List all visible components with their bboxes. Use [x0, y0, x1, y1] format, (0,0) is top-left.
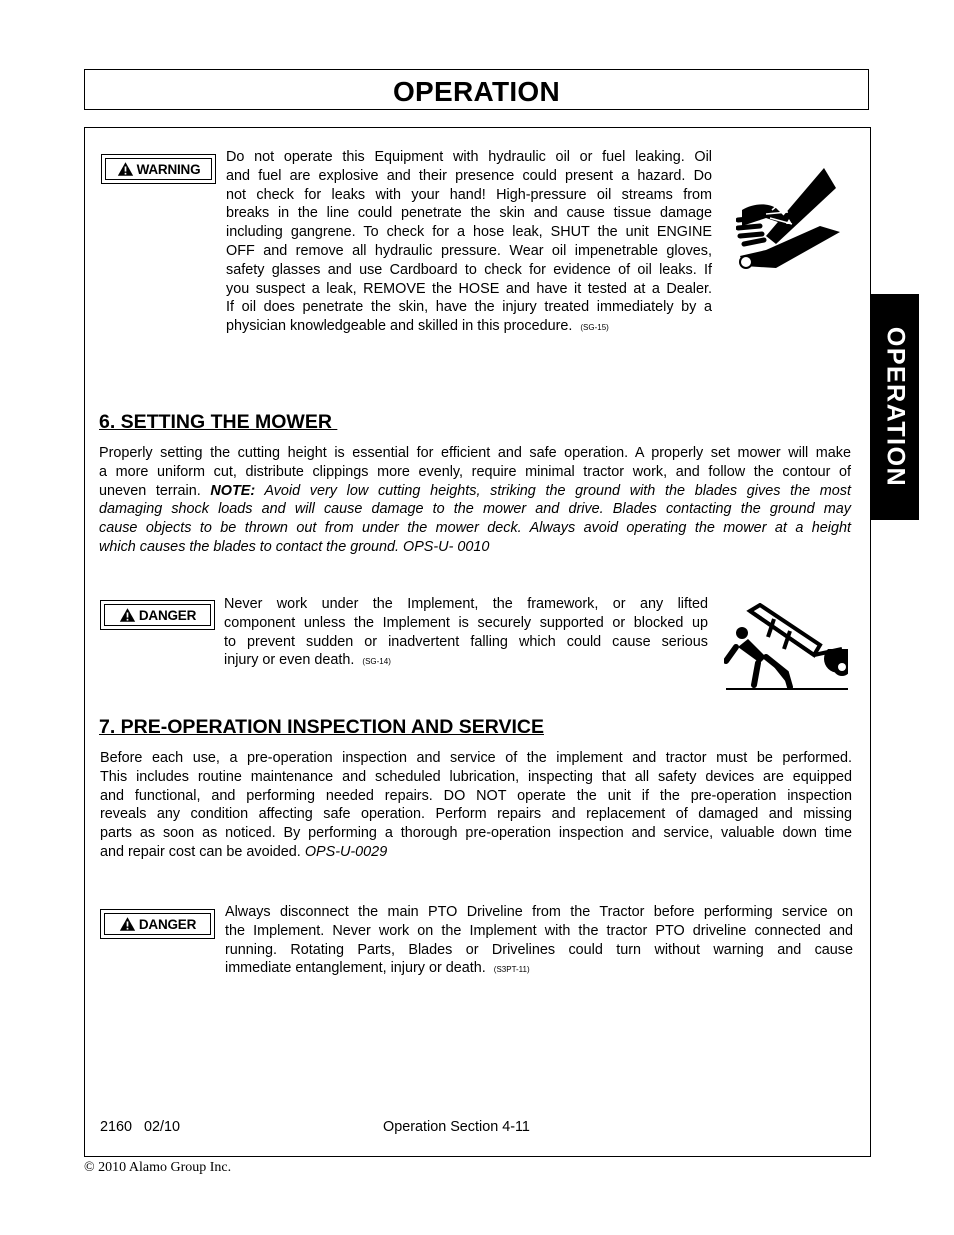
- danger-badge-label: DANGER: [138, 607, 197, 623]
- danger-badge-2: [100, 909, 215, 939]
- footer-section: Operation Section 4-11: [383, 1119, 530, 1135]
- warning-triangle-icon: [119, 607, 136, 623]
- section-side-tab: [870, 294, 919, 520]
- danger-1-text: Never work under the Implement, the framework, or any lifted component unless the Implement is securely supported or blocked up to prevent sudden or inadvertent falling which could cause serious injury or even death. (SG-14): [224, 596, 708, 669]
- side-tab-label: OPERATION: [881, 326, 909, 488]
- warning-badge-label: WARNING: [136, 161, 201, 177]
- section-6-heading: 6. SETTING THE MOWER: [99, 411, 338, 433]
- page-title: OPERATION: [392, 76, 561, 107]
- danger-badge-1: [100, 600, 215, 630]
- danger-badge-label: DANGER: [138, 916, 197, 932]
- warning-ref: (SG-15): [580, 323, 609, 333]
- hydraulic-leak-hand-illustration: [736, 166, 844, 274]
- danger-2-text: Always disconnect the main PTO Driveline from the Tractor before performing service on the Implement. Never work on the Implement with the tractor PTO driveline connected and running. Rotating Parts, Blades or Drivelines could turn without warning and cause immediate entanglement, injury or death. (S3PT-11): [225, 904, 853, 977]
- crushing-hazard-illustration: [724, 603, 848, 693]
- section-7-text: Before each use, a pre-operation inspection and service of the implement and tractor must be performed. This includes routine maintenance and scheduled lubrication, inspecting that all safety devices are equipped and functional, and performing needed repairs. DO NOT operate the unit if the pre-operation inspection reveals any condition affecting safe operation. Perform repairs and replacement of damaged and missing parts as soon as noticed. By performing a thorough pre-operation inspection and service, valuable down time and repair cost can be avoided. OPS-U-0029: [100, 750, 852, 860]
- warning-badge: [101, 154, 216, 184]
- section-7-heading: 7. PRE-OPERATION INSPECTION AND SERVICE: [99, 716, 544, 738]
- danger-2-ref: (S3PT-11): [493, 965, 530, 975]
- page-header: [84, 69, 869, 110]
- footer-model-date: 2160 02/10: [100, 1119, 181, 1135]
- warning-triangle-icon: [117, 161, 134, 177]
- copyright: © 2010 Alamo Group Inc.: [84, 1160, 232, 1175]
- note-label: NOTE:: [210, 482, 256, 499]
- danger-1-ref: (SG-14): [362, 657, 391, 667]
- warning-text: Do not operate this Equipment with hydraulic oil or fuel leaking. Oil and fuel are explosive and their presence could present a hazard. Do not check for leaks with your hand! High-pressure oil streams from breaks in the line could penetrate the skin and cause tissue damage including gangrene. To check for a hose leak, SHUT the unit ENGINE OFF and remove all hydraulic pressure. Wear oil impenetrable gloves, safety glasses and use Cardboard to check for evidence of oil leaks. If you suspect a leak, REMOVE the HOSE and have it tested at a Dealer. If oil does penetrate the skin, have the injury treated immediately by a physician knowledgeable and skilled in this procedure. (SG-15): [226, 149, 712, 335]
- section-6-text: Properly setting the cutting height is essential for efficient and safe operation. A properly set mower will make a more uniform cut, distribute clippings more evenly, require minimal tractor work, and follow the contour of uneven terrain. NOTE: Avoid very low cutting heights, striking the ground with the blades gives the most damaging shock loads and will cause damage to the mower and drive. Blades contacting the ground may cause objects to be thrown out from under the mower deck. Always avoid operating the mower at a height which causes the blades to contact the ground. OPS-U- 0010: [99, 445, 851, 555]
- warning-triangle-icon: [119, 916, 136, 932]
